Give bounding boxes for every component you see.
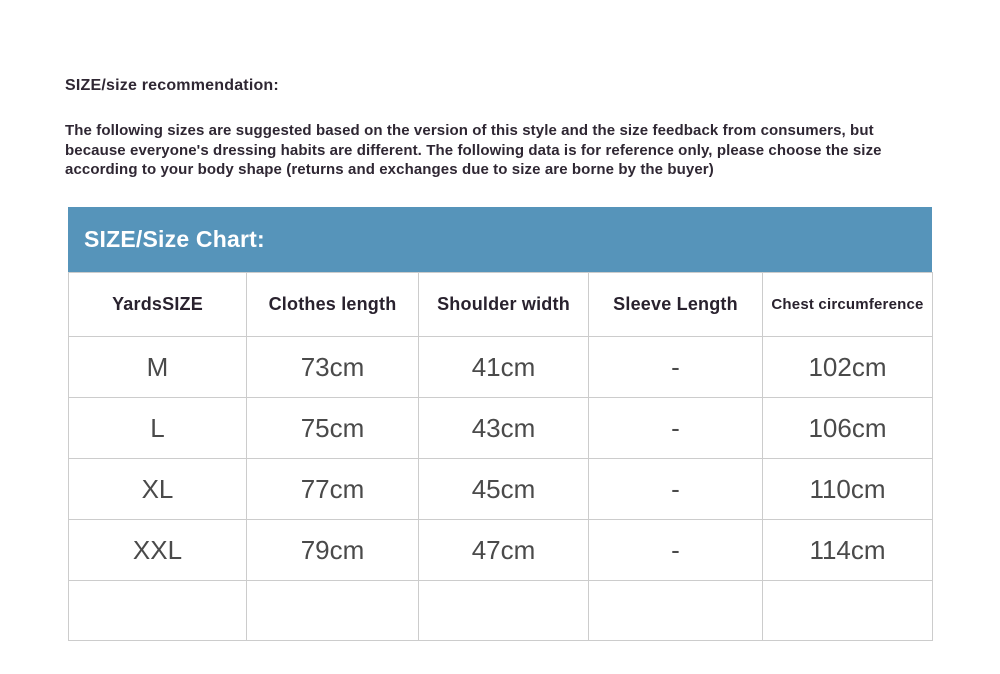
shoulder-width-cell: 43cm [419, 398, 589, 459]
table-row-empty [69, 581, 933, 641]
chest-circumference-cell: 102cm [763, 337, 933, 398]
clothes-length-cell: 73cm [247, 337, 419, 398]
size-cell: L [69, 398, 247, 459]
chest-circumference-cell [763, 581, 933, 641]
shoulder-width-cell: 41cm [419, 337, 589, 398]
sleeve-length-cell: - [589, 337, 763, 398]
clothes-length-cell: 75cm [247, 398, 419, 459]
header-row [69, 273, 933, 337]
column-header-chest-circumference: Chest circumference [763, 273, 933, 337]
sleeve-length-cell [589, 581, 763, 641]
shoulder-width-cell [419, 581, 589, 641]
column-header-size: YardsSIZE [69, 273, 247, 337]
chest-circumference-cell: 114cm [763, 520, 933, 581]
size-cell [69, 581, 247, 641]
column-header-clothes-length: Clothes length [247, 273, 419, 337]
size-recommendation-text: The following sizes are suggested based on the version of this style and the size feedback from consumers, but because everyone's dressing habits are different. The following data is for reference only, please choose the size according to your body shape (returns and exchanges due to size are borne by the buyer) [65, 122, 882, 178]
size-cell: XXL [69, 520, 247, 581]
table-row [69, 520, 933, 581]
page-heading: SIZE/size recommendation: [65, 77, 279, 94]
shoulder-width-cell: 45cm [419, 459, 589, 520]
chest-circumference-cell: 110cm [763, 459, 933, 520]
size-chart-header [68, 207, 932, 272]
table-row [69, 337, 933, 398]
size-table [68, 272, 933, 641]
clothes-length-cell [247, 581, 419, 641]
sleeve-length-cell: - [589, 459, 763, 520]
size-cell: XL [69, 459, 247, 520]
table-row [69, 459, 933, 520]
shoulder-width-cell: 47cm [419, 520, 589, 581]
table-row [69, 398, 933, 459]
size-cell: M [69, 337, 247, 398]
sleeve-length-cell: - [589, 398, 763, 459]
column-header-shoulder-width: Shoulder width [419, 273, 589, 337]
clothes-length-cell: 79cm [247, 520, 419, 581]
clothes-length-cell: 77cm [247, 459, 419, 520]
size-chart-title: SIZE/Size Chart: [84, 226, 265, 252]
sleeve-length-cell: - [589, 520, 763, 581]
chest-circumference-cell: 106cm [763, 398, 933, 459]
column-header-sleeve-length: Sleeve Length [589, 273, 763, 337]
